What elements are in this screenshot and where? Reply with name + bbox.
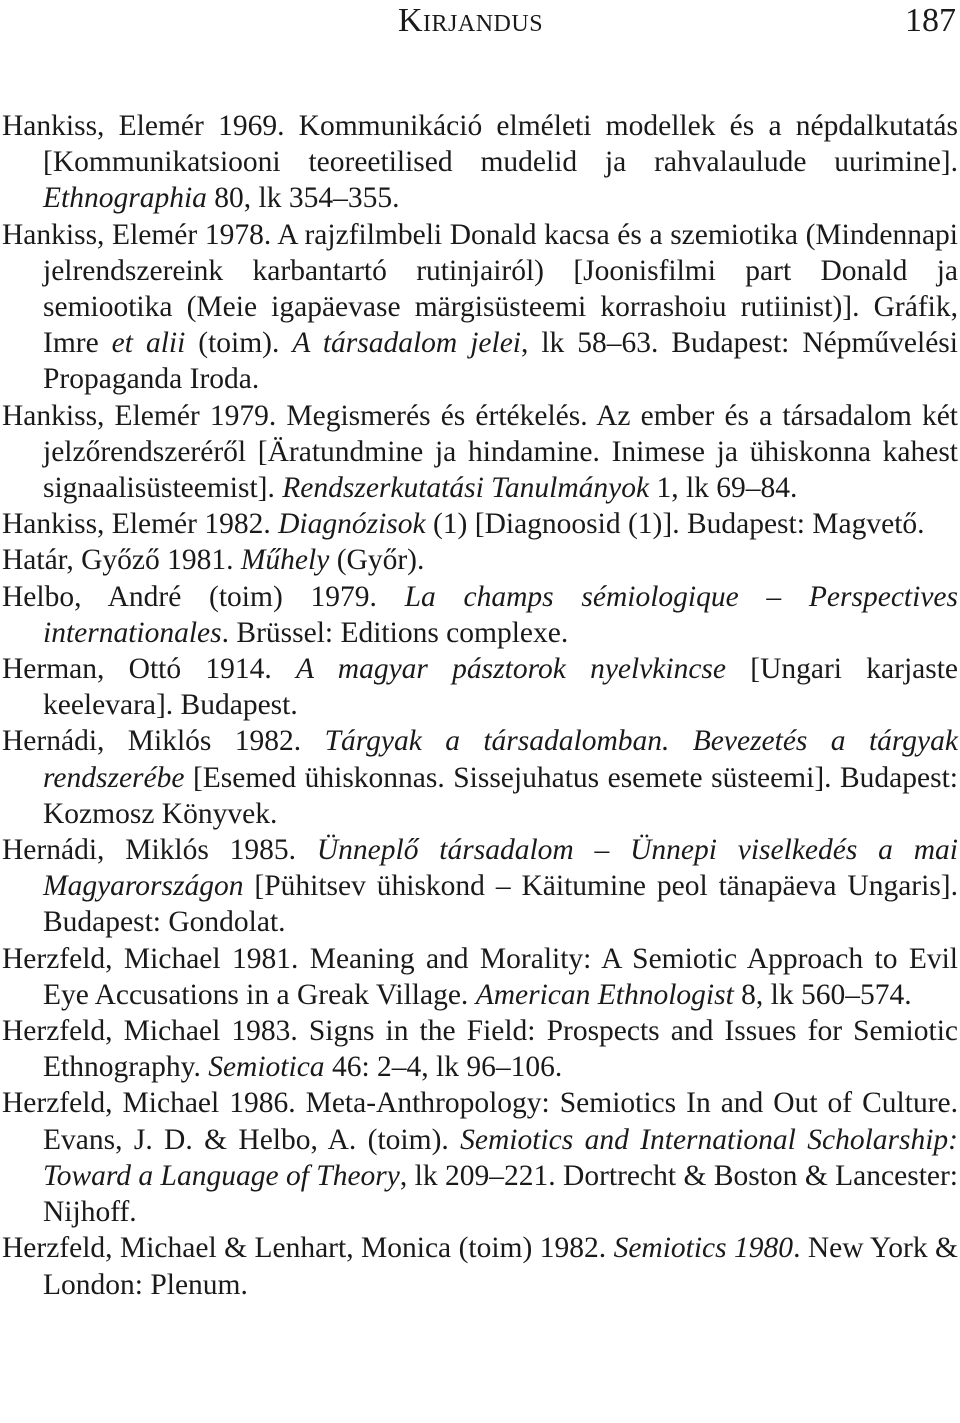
reference-text: Hankiss, Elemér 1969. Kommunikáció elméleti modellek és a népdalkutatás [Kommunikatsiooni teoreetilised mudelid ja rahvalaulude uurimine]. xyxy=(2,110,958,179)
reference-text: Herzfeld, Michael 1983. Signs in the Field: Prospects and Issues for Semiotic Ethnography. xyxy=(2,1015,958,1084)
reference-text: 46: 2–4, lk 96–106. xyxy=(324,1051,563,1084)
reference-title-italic: Rendszerkutatási Tanulmányok xyxy=(282,472,650,505)
reference-text: (toim). xyxy=(185,327,293,360)
reference-text: Hankiss, Elemér 1979. Megismerés és értékelés. Az ember és a társadalom két jelzőrendszeréről [Äratundmine ja hindamine. Inimese ja ühiskonna kahest signaalisüsteemist]. xyxy=(2,399,958,505)
reference-title-italic: Semiotics and International Scholarship: Toward a Language of Theory xyxy=(43,1123,958,1192)
reference-text: . New York & London: Plenum. xyxy=(43,1232,958,1301)
reference-text: Herzfeld, Michael 1986. Meta-Anthropology: Semiotics In and Out of Culture. Evans, J. D. & Helbo, A. (toim). xyxy=(2,1087,958,1156)
reference-title-italic: A magyar pásztorok nyelvkincse xyxy=(296,653,726,686)
page-number: 187 xyxy=(905,2,956,39)
reference-entry xyxy=(2,832,958,941)
reference-text: Herman, Ottó 1914. xyxy=(2,653,297,686)
reference-text: . Brüssel: Editions complexe. xyxy=(221,616,569,649)
reference-title-italic: Semiotica xyxy=(208,1051,325,1084)
reference-entry xyxy=(2,217,958,398)
reference-entry xyxy=(2,1085,958,1230)
reference-list xyxy=(2,108,958,1303)
reference-text: 80, lk 354–355. xyxy=(206,182,400,215)
reference-text: [Esemed ühiskonnas. Sissejuhatus esemete süsteemi]. Budapest: Kozmosz Könyvek. xyxy=(43,761,958,830)
reference-text: Hankiss, Elemér 1982. xyxy=(2,508,279,541)
reference-text: (Győr). xyxy=(329,544,425,577)
reference-entry xyxy=(2,1013,958,1085)
reference-title-italic: Ethnographia xyxy=(43,182,207,215)
reference-text: Herzfeld, Michael & Lenhart, Monica (toim) 1982. xyxy=(2,1232,614,1265)
reference-title-italic: Műhely xyxy=(240,544,330,577)
reference-text: Hernádi, Miklós 1985. xyxy=(2,834,317,867)
reference-title-italic: et alii xyxy=(111,327,186,360)
reference-text: 8, lk 560–574. xyxy=(733,978,912,1011)
reference-text: Helbo, André (toim) 1979. xyxy=(2,580,405,613)
reference-entry xyxy=(2,651,958,723)
reference-text: Hernádi, Miklós 1982. xyxy=(2,725,325,758)
reference-title-italic: La champs sémiologique – Perspectives internationales xyxy=(43,580,958,649)
reference-entry xyxy=(2,398,958,507)
reference-title-italic: Semiotics 1980 xyxy=(613,1232,794,1265)
reference-text: Határ, Győző 1981. xyxy=(2,544,241,577)
reference-text: [Pühitsev ühiskond – Käitumine peol tänapäeva Ungaris]. Budapest: Gondolat. xyxy=(43,870,958,939)
reference-entry xyxy=(2,1230,958,1302)
reference-title-italic: Ünneplő társadalom – Ünnepi viselkedés a mai Magyarországon xyxy=(43,834,958,903)
reference-text: 1, lk 69–84. xyxy=(649,472,798,505)
page-header xyxy=(0,2,960,46)
reference-entry xyxy=(2,941,958,1013)
reference-title-italic: Diagnózisok xyxy=(278,508,426,541)
reference-entry xyxy=(2,723,958,832)
reference-title-italic: American Ethnologist xyxy=(475,978,734,1011)
running-title: Kirjandus xyxy=(398,2,544,39)
reference-title-italic: A társadalom jelei xyxy=(292,327,521,360)
reference-text: , lk 209–221. Dortrecht & Boston & Lancester: Nijhoff. xyxy=(43,1159,959,1229)
reference-text: Herzfeld, Michael 1981. Meaning and Morality: A Semiotic Approach to Evil Eye Accusations in a Greak Village. xyxy=(2,942,958,1011)
reference-text: [Ungari karjaste keelevara]. Budapest. xyxy=(43,653,958,722)
reference-text: , lk 58–63. Budapest: Népművelési Propaganda Iroda. xyxy=(43,327,958,396)
reference-entry xyxy=(2,506,958,542)
reference-entry xyxy=(2,579,958,651)
reference-entry xyxy=(2,542,958,578)
reference-entry xyxy=(2,108,958,217)
reference-text: (1) [Diagnoosid (1)]. Budapest: Magvető. xyxy=(425,508,925,541)
reference-title-italic: Tárgyak a társadalomban. Bevezetés a tárgyak rendszerébe xyxy=(43,725,958,794)
reference-text: Hankiss, Elemér 1978. A rajzfilmbeli Donald kacsa és a szemiotika (Mindennapi jelrendszereink karbantartó rutinjairól) [Joonisfilmi part Donald ja semiootika (Meie igapäevase märgisüsteemi korrashoiu rutiinist)]. Gráfik, Imre xyxy=(2,218,958,360)
